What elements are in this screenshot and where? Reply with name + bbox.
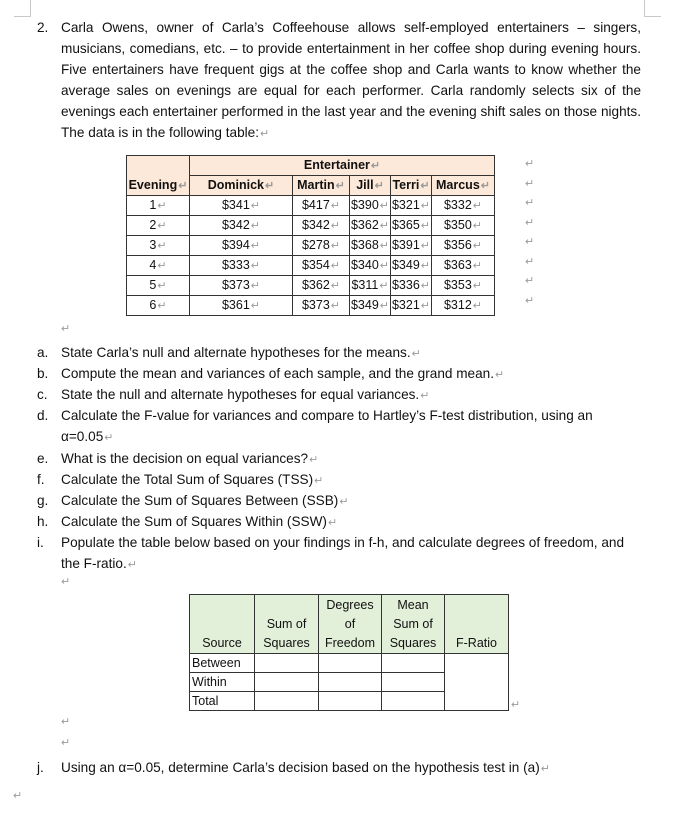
- value-cell: $342↵: [293, 216, 350, 236]
- value-cell: $353↵: [432, 276, 495, 296]
- col-header-terri: Terri↵: [391, 176, 432, 196]
- value-cell: $311↵: [350, 276, 391, 296]
- evening-header-blank: [127, 156, 190, 176]
- col-header-dominick: Dominick↵: [190, 176, 293, 196]
- value-cell: $390↵: [350, 196, 391, 216]
- table-row: [127, 216, 495, 236]
- anova-row-between-label: Between: [190, 654, 255, 673]
- item-g-label: g.: [37, 493, 49, 508]
- item-g: Calculate the Sum of Squares Between (SSB)↵: [61, 493, 349, 508]
- evening-cell: 1↵: [127, 196, 190, 216]
- anova-cell-empty: [255, 673, 319, 692]
- value-cell: $368↵: [350, 236, 391, 256]
- value-cell: $373↵: [293, 296, 350, 316]
- anova-row-total-label: Total: [190, 692, 255, 711]
- empty-paragraph-mark: ↵: [61, 737, 71, 749]
- paragraph-mark: ↵: [260, 128, 270, 140]
- item-e: What is the decision on equal variances?↵: [61, 451, 319, 466]
- row-end-mark: ↵: [525, 197, 535, 209]
- empty-paragraph-mark: ↵: [61, 323, 71, 335]
- col-header-martin: Martin↵: [293, 176, 350, 196]
- table-row: [127, 296, 495, 316]
- item-a-label: a.: [37, 345, 49, 360]
- value-cell: $356↵: [432, 236, 495, 256]
- item-e-label: e.: [37, 451, 49, 466]
- value-cell: $362↵: [350, 216, 391, 236]
- anova-cell-empty: [382, 654, 445, 673]
- anova-table: [189, 594, 509, 711]
- question-number: 2.: [37, 20, 49, 35]
- crop-mark-left-vertical: [30, 0, 31, 16]
- evening-cell: 3↵: [127, 236, 190, 256]
- sales-data-table: [126, 155, 495, 316]
- table-end-mark: ↵: [511, 699, 521, 711]
- value-cell: $336↵: [391, 276, 432, 296]
- table-row: [127, 236, 495, 256]
- value-cell: $333↵: [190, 256, 293, 276]
- anova-cell-empty: [255, 692, 319, 711]
- value-cell: $349↵: [350, 296, 391, 316]
- item-f-label: f.: [37, 472, 45, 487]
- item-i: Populate the table below based on your findings in f-h, and calculate degrees of freedom, and the F-ratio.↵: [61, 535, 625, 571]
- value-cell: $363↵: [432, 256, 495, 276]
- crop-mark-right-horizontal: [644, 16, 661, 17]
- table-row: [127, 196, 495, 216]
- evening-cell: 5↵: [127, 276, 190, 296]
- item-f: Calculate the Total Sum of Squares (TSS)↵: [61, 472, 324, 487]
- value-cell: $278↵: [293, 236, 350, 256]
- evening-cell: 4↵: [127, 256, 190, 276]
- evening-cell: 6↵: [127, 296, 190, 316]
- row-end-mark: ↵: [525, 217, 535, 229]
- anova-row-within-label: Within: [190, 673, 255, 692]
- value-cell: $350↵: [432, 216, 495, 236]
- value-cell: $341↵: [190, 196, 293, 216]
- value-cell: $321↵: [391, 196, 432, 216]
- anova-cell-empty: [382, 673, 445, 692]
- crop-mark-right-vertical: [644, 0, 645, 16]
- value-cell: $340↵: [350, 256, 391, 276]
- entertainer-group-header: Entertainer↵: [190, 156, 495, 176]
- item-d-label: d.: [37, 408, 49, 423]
- row-end-mark: ↵: [525, 295, 535, 307]
- col-header-jill: Jill↵: [350, 176, 391, 196]
- table-row: [127, 276, 495, 296]
- item-d: Calculate the F-value for variances and compare to Hartley’s F-test distribution, using an α=0.05↵: [61, 408, 593, 444]
- final-paragraph-mark: ↵: [13, 790, 23, 802]
- table-row: [127, 256, 495, 276]
- value-cell: $354↵: [293, 256, 350, 276]
- value-cell: $391↵: [391, 236, 432, 256]
- value-cell: $361↵: [190, 296, 293, 316]
- row-end-mark: ↵: [525, 275, 535, 287]
- anova-header-degrees-of-freedom: Degrees of Freedom: [319, 595, 382, 654]
- item-c: State the null and alternate hypotheses for equal variances.↵: [61, 387, 430, 402]
- value-cell: $321↵: [391, 296, 432, 316]
- row-end-mark: ↵: [525, 256, 535, 268]
- evening-cell: 2↵: [127, 216, 190, 236]
- value-cell: $373↵: [190, 276, 293, 296]
- value-cell: $349↵: [391, 256, 432, 276]
- value-cell: $312↵: [432, 296, 495, 316]
- anova-cell-empty: [319, 673, 382, 692]
- row-end-mark: ↵: [525, 158, 535, 170]
- row-end-mark: ↵: [525, 178, 535, 190]
- question-body: Carla Owens, owner of Carla’s Coffeehouse allows self-employed entertainers – singers, musicians, comedians, etc. – to provide entertainment in her coffee shop during evening hours. Five entertainers have frequent gigs at the coffee shop and Carla wants to know whether the average sales on evenings are equal for each performer. Carla randomly selects six of the evenings each entertainer performed in the last year and the evening shift sales on those nights. The data is in the following table:: [61, 20, 641, 140]
- empty-paragraph-mark: ↵: [61, 716, 71, 728]
- anova-cell-empty: [319, 654, 382, 673]
- anova-header-f-ratio: F-Ratio: [445, 595, 509, 654]
- item-b: Compute the mean and variances of each sample, and the grand mean.↵: [61, 366, 505, 381]
- value-cell: $417↵: [293, 196, 350, 216]
- crop-mark-left-horizontal: [14, 16, 31, 17]
- value-cell: $394↵: [190, 236, 293, 256]
- item-j: Using an α=0.05, determine Carla’s decision based on the hypothesis test in (a)↵: [61, 760, 550, 775]
- anova-header-sum-of-squares: Sum of Squares: [255, 595, 319, 654]
- item-c-label: c.: [37, 387, 48, 402]
- anova-header-source: Source: [190, 595, 255, 654]
- value-cell: $365↵: [391, 216, 432, 236]
- anova-cell-empty: [255, 654, 319, 673]
- value-cell: $332↵: [432, 196, 495, 216]
- anova-cell-empty: [382, 692, 445, 711]
- value-cell: $362↵: [293, 276, 350, 296]
- anova-cell-empty: [319, 692, 382, 711]
- value-cell: $342↵: [190, 216, 293, 236]
- item-h-label: h.: [37, 514, 49, 529]
- row-end-mark: ↵: [525, 236, 535, 248]
- item-j-label: j.: [37, 760, 44, 775]
- col-header-marcus: Marcus↵: [432, 176, 495, 196]
- anova-header-mean-sum-of-squares: Mean Sum of Squares: [382, 595, 445, 654]
- item-b-label: b.: [37, 366, 49, 381]
- empty-paragraph-mark: ↵: [61, 576, 71, 588]
- table-row: [190, 654, 509, 673]
- evening-header: Evening↵: [127, 176, 190, 196]
- question-text: [61, 17, 641, 145]
- item-i-label: i.: [37, 535, 44, 550]
- item-a: State Carla’s null and alternate hypotheses for the means.↵: [61, 345, 421, 360]
- item-h: Calculate the Sum of Squares Within (SSW)↵: [61, 514, 338, 529]
- anova-cell-f-ratio: [445, 654, 509, 711]
